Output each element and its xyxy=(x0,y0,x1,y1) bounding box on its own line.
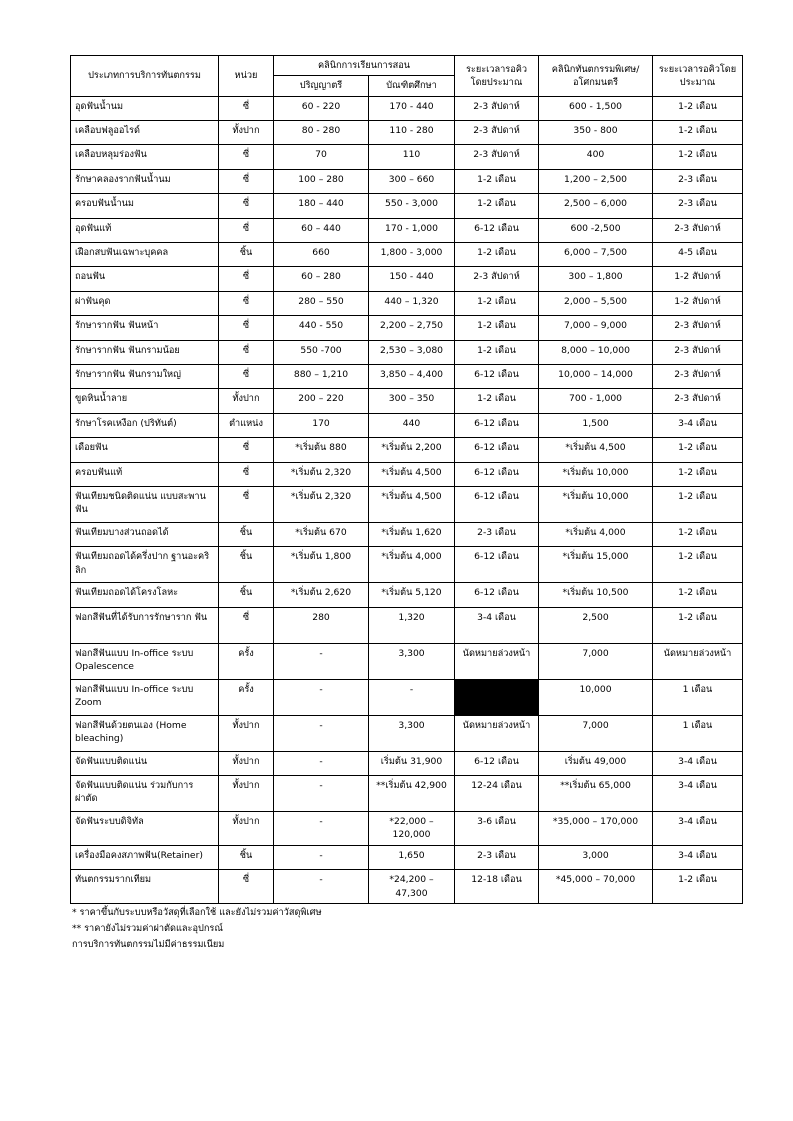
wait-time-2-cell: 3-4 เดือน xyxy=(653,751,743,775)
special-clinic-price-cell: *เริ่มต้น 10,000 xyxy=(539,486,653,522)
wait-time-2-cell: 1-2 เดือน xyxy=(653,522,743,546)
table-row xyxy=(71,751,743,775)
graduate-price-cell: 300 – 660 xyxy=(369,169,455,193)
graduate-price-cell: 1,650 xyxy=(369,845,455,869)
service-cell: อุดฟันน้ำนม xyxy=(71,96,219,120)
table-row xyxy=(71,812,743,846)
wait-time-2-cell: 1-2 เดือน xyxy=(653,438,743,462)
graduate-price-cell: 3,300 xyxy=(369,643,455,679)
footnote-double-asterisk: ** ราคายังไม่รวมค่าผ่าตัดและอุปกรณ์ xyxy=(72,923,223,935)
graduate-price-cell: *เริ่มต้น 4,500 xyxy=(369,486,455,522)
wait-time-2-cell: 1 เดือน xyxy=(653,715,743,751)
graduate-price-cell: *เริ่มต้น 4,000 xyxy=(369,547,455,583)
undergrad-price-cell: *เริ่มต้น 1,800 xyxy=(274,547,369,583)
table-row xyxy=(71,413,743,437)
table-row xyxy=(71,267,743,291)
unit-cell: ซี่ xyxy=(219,462,274,486)
unit-cell: ซี่ xyxy=(219,340,274,364)
graduate-price-cell: *24,200 – 47,300 xyxy=(369,870,455,904)
service-cell: ฟันเทียมถอดได้โครงโลหะ xyxy=(71,583,219,607)
graduate-price-cell: **เริ่มต้น 42,900 xyxy=(369,776,455,812)
special-clinic-price-cell: 350 - 800 xyxy=(539,121,653,145)
wait-time-1-cell: 6-12 เดือน xyxy=(455,364,539,388)
wait-time-1-cell: 2-3 สัปดาห์ xyxy=(455,267,539,291)
undergrad-price-cell: 170 xyxy=(274,413,369,437)
wait-time-1-cell: นัดหมายล่วงหน้า xyxy=(455,643,539,679)
service-cell: เคลือบหลุมร่องฟัน xyxy=(71,145,219,169)
graduate-price-cell: 170 - 1,000 xyxy=(369,218,455,242)
service-cell: จัดฟันแบบติดแน่น ร่วมกับการผ่าตัด xyxy=(71,776,219,812)
wait-time-2-cell: 2-3 สัปดาห์ xyxy=(653,218,743,242)
service-cell: รักษาคลองรากฟันน้ำนม xyxy=(71,169,219,193)
wait-time-1-cell: 1-2 เดือน xyxy=(455,291,539,315)
service-cell: ทันตกรรมรากเทียม xyxy=(71,870,219,904)
table-row xyxy=(71,389,743,413)
special-clinic-price-cell: เริ่มต้น 49,000 xyxy=(539,751,653,775)
table-row xyxy=(71,845,743,869)
special-clinic-price-cell: *เริ่มต้น 10,500 xyxy=(539,583,653,607)
undergrad-price-cell: - xyxy=(274,776,369,812)
unit-cell: ซี่ xyxy=(219,870,274,904)
wait-time-2-cell: 1-2 เดือน xyxy=(653,96,743,120)
unit-cell: ทั้งปาก xyxy=(219,776,274,812)
unit-cell: ครั้ง xyxy=(219,679,274,715)
wait-time-2-cell: 2-3 สัปดาห์ xyxy=(653,364,743,388)
wait-time-1-cell: 12-18 เดือน xyxy=(455,870,539,904)
special-clinic-price-cell: 400 xyxy=(539,145,653,169)
wait-time-1-cell: 1-2 เดือน xyxy=(455,243,539,267)
wait-time-1-cell: 6-12 เดือน xyxy=(455,751,539,775)
undergrad-price-cell: - xyxy=(274,870,369,904)
special-clinic-price-cell: 2,000 – 5,500 xyxy=(539,291,653,315)
special-clinic-price-cell: 8,000 – 10,000 xyxy=(539,340,653,364)
special-clinic-price-cell: 10,000 xyxy=(539,679,653,715)
unit-cell: ชิ้น xyxy=(219,583,274,607)
service-cell: รักษารากฟัน ฟันหน้า xyxy=(71,316,219,340)
special-clinic-price-cell: 1,500 xyxy=(539,413,653,437)
wait-time-1-cell: 2-3 สัปดาห์ xyxy=(455,96,539,120)
table-row xyxy=(71,96,743,120)
unit-cell: ตำแหน่ง xyxy=(219,413,274,437)
table-row xyxy=(71,340,743,364)
graduate-price-cell: 2,530 – 3,080 xyxy=(369,340,455,364)
table-row xyxy=(71,218,743,242)
undergrad-price-cell: 70 xyxy=(274,145,369,169)
graduate-price-cell: 440 – 1,320 xyxy=(369,291,455,315)
service-cell: รักษารากฟัน ฟันกรามใหญ่ xyxy=(71,364,219,388)
wait-time-1-cell: 12-24 เดือน xyxy=(455,776,539,812)
service-cell: ฟันเทียมบางส่วนถอดได้ xyxy=(71,522,219,546)
special-clinic-price-cell: 600 -2,500 xyxy=(539,218,653,242)
unit-cell: ทั้งปาก xyxy=(219,121,274,145)
graduate-price-cell: 150 - 440 xyxy=(369,267,455,291)
undergrad-price-cell: 660 xyxy=(274,243,369,267)
graduate-price-cell: 1,320 xyxy=(369,607,455,643)
service-cell: เดือยฟัน xyxy=(71,438,219,462)
table-row xyxy=(71,547,743,583)
service-cell: ฟอกสีฟันด้วยตนเอง (Home bleaching) xyxy=(71,715,219,751)
wait-time-2-cell: 1-2 เดือน xyxy=(653,486,743,522)
unit-cell: ซี่ xyxy=(219,169,274,193)
header-service: ประเภทการบริการทันตกรรม xyxy=(71,56,219,97)
special-clinic-price-cell: 7,000 xyxy=(539,715,653,751)
graduate-price-cell: *22,000 – 120,000 xyxy=(369,812,455,846)
fee-table-body xyxy=(71,96,743,903)
special-clinic-price-cell: 300 – 1,800 xyxy=(539,267,653,291)
wait-time-1-cell: 6-12 เดือน xyxy=(455,462,539,486)
header-undergrad: ปริญญาตรี xyxy=(274,76,369,96)
wait-time-2-cell: นัดหมายล่วงหน้า xyxy=(653,643,743,679)
undergrad-price-cell: 280 – 550 xyxy=(274,291,369,315)
unit-cell: ซี่ xyxy=(219,267,274,291)
wait-time-1-cell xyxy=(455,679,539,715)
undergrad-price-cell: *เริ่มต้น 670 xyxy=(274,522,369,546)
table-row xyxy=(71,121,743,145)
undergrad-price-cell: - xyxy=(274,643,369,679)
service-cell: เคลือบฟลูออไรด์ xyxy=(71,121,219,145)
wait-time-2-cell: 3-4 เดือน xyxy=(653,776,743,812)
unit-cell: ซี่ xyxy=(219,438,274,462)
undergrad-price-cell: - xyxy=(274,751,369,775)
unit-cell: ชิ้น xyxy=(219,243,274,267)
wait-time-2-cell: 1-2 เดือน xyxy=(653,547,743,583)
table-row xyxy=(71,715,743,751)
undergrad-price-cell: 80 - 280 xyxy=(274,121,369,145)
wait-time-1-cell: 1-2 เดือน xyxy=(455,340,539,364)
unit-cell: ทั้งปาก xyxy=(219,812,274,846)
table-row xyxy=(71,870,743,904)
service-cell: เครื่องมือคงสภาพฟัน(Retainer) xyxy=(71,845,219,869)
undergrad-price-cell: 880 – 1,210 xyxy=(274,364,369,388)
table-row xyxy=(71,607,743,643)
service-cell: อุดฟันแท้ xyxy=(71,218,219,242)
header-special-clinic: คลินิกทันตกรรมพิเศษ/อโศกมนตรี xyxy=(539,56,653,97)
special-clinic-price-cell: 2,500 – 6,000 xyxy=(539,194,653,218)
undergrad-price-cell: 60 – 440 xyxy=(274,218,369,242)
wait-time-2-cell: 3-4 เดือน xyxy=(653,845,743,869)
wait-time-1-cell: 3-6 เดือน xyxy=(455,812,539,846)
service-cell: รักษาโรคเหงือก (ปริทันต์) xyxy=(71,413,219,437)
wait-time-2-cell: 3-4 เดือน xyxy=(653,413,743,437)
wait-time-2-cell: 1-2 เดือน xyxy=(653,870,743,904)
table-row xyxy=(71,643,743,679)
special-clinic-price-cell: 700 - 1,000 xyxy=(539,389,653,413)
wait-time-1-cell: 1-2 เดือน xyxy=(455,194,539,218)
wait-time-2-cell: 1-2 เดือน xyxy=(653,462,743,486)
undergrad-price-cell: *เริ่มต้น 2,620 xyxy=(274,583,369,607)
service-cell: จัดฟันแบบติดแน่น xyxy=(71,751,219,775)
special-clinic-price-cell: *45,000 – 70,000 xyxy=(539,870,653,904)
graduate-price-cell: 3,850 – 4,400 xyxy=(369,364,455,388)
service-cell: ครอบฟันแท้ xyxy=(71,462,219,486)
special-clinic-price-cell: *เริ่มต้น 10,000 xyxy=(539,462,653,486)
wait-time-2-cell: 2-3 สัปดาห์ xyxy=(653,340,743,364)
wait-time-2-cell: 2-3 สัปดาห์ xyxy=(653,316,743,340)
undergrad-price-cell: 180 – 440 xyxy=(274,194,369,218)
service-cell: จัดฟันระบบดิจิทัล xyxy=(71,812,219,846)
undergrad-price-cell: 100 – 280 xyxy=(274,169,369,193)
table-row xyxy=(71,169,743,193)
special-clinic-price-cell: 7,000 xyxy=(539,643,653,679)
wait-time-1-cell: นัดหมายล่วงหน้า xyxy=(455,715,539,751)
graduate-price-cell: 3,300 xyxy=(369,715,455,751)
table-row xyxy=(71,776,743,812)
service-cell: ขูดหินน้ำลาย xyxy=(71,389,219,413)
unit-cell: ซี่ xyxy=(219,291,274,315)
wait-time-1-cell: 2-3 สัปดาห์ xyxy=(455,145,539,169)
table-row xyxy=(71,486,743,522)
special-clinic-price-cell: 2,500 xyxy=(539,607,653,643)
wait-time-1-cell: 2-3 เดือน xyxy=(455,845,539,869)
unit-cell: ซี่ xyxy=(219,218,274,242)
special-clinic-price-cell: 3,000 xyxy=(539,845,653,869)
service-cell: ถอนฟัน xyxy=(71,267,219,291)
service-cell: เฝือกสบฟันเฉพาะบุคคล xyxy=(71,243,219,267)
table-row xyxy=(71,679,743,715)
table-row xyxy=(71,243,743,267)
graduate-price-cell: 440 xyxy=(369,413,455,437)
unit-cell: ซี่ xyxy=(219,316,274,340)
graduate-price-cell: 110 xyxy=(369,145,455,169)
wait-time-2-cell: 1 เดือน xyxy=(653,679,743,715)
service-cell: ฟอกสีฟันที่ได้รับการรักษาราก ฟัน xyxy=(71,607,219,643)
wait-time-1-cell: 6-12 เดือน xyxy=(455,547,539,583)
undergrad-price-cell: 280 xyxy=(274,607,369,643)
wait-time-2-cell: 1-2 สัปดาห์ xyxy=(653,267,743,291)
table-row xyxy=(71,522,743,546)
undergrad-price-cell: *เริ่มต้น 2,320 xyxy=(274,462,369,486)
undergrad-price-cell: 60 - 220 xyxy=(274,96,369,120)
unit-cell: ซี่ xyxy=(219,145,274,169)
service-cell: ฟันเทียมชนิดติดแน่น แบบสะพานฟัน xyxy=(71,486,219,522)
unit-cell: ครั้ง xyxy=(219,643,274,679)
undergrad-price-cell: 60 – 280 xyxy=(274,267,369,291)
special-clinic-price-cell: **เริ่มต้น 65,000 xyxy=(539,776,653,812)
wait-time-1-cell: 2-3 เดือน xyxy=(455,522,539,546)
unit-cell: ทั้งปาก xyxy=(219,715,274,751)
wait-time-1-cell: 1-2 เดือน xyxy=(455,169,539,193)
service-cell: ฟอกสีฟันแบบ In-office ระบบ Zoom xyxy=(71,679,219,715)
wait-time-1-cell: 3-4 เดือน xyxy=(455,607,539,643)
undergrad-price-cell: 550 -700 xyxy=(274,340,369,364)
graduate-price-cell: 1,800 - 3,000 xyxy=(369,243,455,267)
wait-time-1-cell: 6-12 เดือน xyxy=(455,413,539,437)
service-cell: รักษารากฟัน ฟันกรามน้อย xyxy=(71,340,219,364)
wait-time-2-cell: 1-2 เดือน xyxy=(653,145,743,169)
special-clinic-price-cell: 6,000 – 7,500 xyxy=(539,243,653,267)
table-row xyxy=(71,145,743,169)
wait-time-1-cell: 6-12 เดือน xyxy=(455,218,539,242)
unit-cell: ซี่ xyxy=(219,364,274,388)
wait-time-2-cell: 1-2 เดือน xyxy=(653,583,743,607)
graduate-price-cell: 2,200 – 2,750 xyxy=(369,316,455,340)
wait-time-2-cell: 1-2 สัปดาห์ xyxy=(653,291,743,315)
unit-cell: ทั้งปาก xyxy=(219,751,274,775)
table-row xyxy=(71,194,743,218)
undergrad-price-cell: - xyxy=(274,679,369,715)
undergrad-price-cell: *เริ่มต้น 880 xyxy=(274,438,369,462)
wait-time-2-cell: 2-3 สัปดาห์ xyxy=(653,389,743,413)
special-clinic-price-cell: 1,200 – 2,500 xyxy=(539,169,653,193)
graduate-price-cell: 300 – 350 xyxy=(369,389,455,413)
unit-cell: ทั้งปาก xyxy=(219,389,274,413)
undergrad-price-cell: - xyxy=(274,715,369,751)
wait-time-2-cell: 4-5 เดือน xyxy=(653,243,743,267)
graduate-price-cell: *เริ่มต้น 2,200 xyxy=(369,438,455,462)
graduate-price-cell: - xyxy=(369,679,455,715)
graduate-price-cell: 550 - 3,000 xyxy=(369,194,455,218)
graduate-price-cell: 110 - 280 xyxy=(369,121,455,145)
graduate-price-cell: *เริ่มต้น 5,120 xyxy=(369,583,455,607)
unit-cell: ซี่ xyxy=(219,96,274,120)
unit-cell: ชิ้น xyxy=(219,845,274,869)
table-row xyxy=(71,316,743,340)
footnote-asterisk: * ราคาขึ้นกับระบบหรือวัสดุที่เลือกใช้ และยังไม่รวมค่าวัสดุพิเศษ xyxy=(72,907,322,918)
wait-time-1-cell: 6-12 เดือน xyxy=(455,486,539,522)
header-unit: หน่วย xyxy=(219,56,274,97)
wait-time-2-cell: 2-3 เดือน xyxy=(653,194,743,218)
wait-time-2-cell: 3-4 เดือน xyxy=(653,812,743,846)
footnotes xyxy=(72,905,322,953)
header-duration-2: ระยะเวลารอคิวโดยประมาณ xyxy=(653,56,743,97)
undergrad-price-cell: - xyxy=(274,845,369,869)
table-row xyxy=(71,438,743,462)
table-row xyxy=(71,364,743,388)
unit-cell: ซี่ xyxy=(219,607,274,643)
special-clinic-price-cell: *35,000 – 170,000 xyxy=(539,812,653,846)
graduate-price-cell: เริ่มต้น 31,900 xyxy=(369,751,455,775)
wait-time-2-cell: 1-2 เดือน xyxy=(653,121,743,145)
special-clinic-price-cell: 10,000 – 14,000 xyxy=(539,364,653,388)
special-clinic-price-cell: *เริ่มต้น 15,000 xyxy=(539,547,653,583)
unit-cell: ชิ้น xyxy=(219,522,274,546)
undergrad-price-cell: *เริ่มต้น 2,320 xyxy=(274,486,369,522)
undergrad-price-cell: - xyxy=(274,812,369,846)
unit-cell: ชิ้น xyxy=(219,547,274,583)
table-row xyxy=(71,291,743,315)
special-clinic-price-cell: *เริ่มต้น 4,500 xyxy=(539,438,653,462)
wait-time-1-cell: 1-2 เดือน xyxy=(455,389,539,413)
service-cell: ผ่าฟันคุด xyxy=(71,291,219,315)
undergrad-price-cell: 200 – 220 xyxy=(274,389,369,413)
wait-time-1-cell: 6-12 เดือน xyxy=(455,583,539,607)
unit-cell: ซี่ xyxy=(219,194,274,218)
header-graduate: บัณฑิตศึกษา xyxy=(369,76,455,96)
undergrad-price-cell: 440 - 550 xyxy=(274,316,369,340)
table-row xyxy=(71,462,743,486)
graduate-price-cell: *เริ่มต้น 1,620 xyxy=(369,522,455,546)
special-clinic-price-cell: 600 - 1,500 xyxy=(539,96,653,120)
special-clinic-price-cell: *เริ่มต้น 4,000 xyxy=(539,522,653,546)
dental-fee-table xyxy=(70,55,743,904)
wait-time-1-cell: 1-2 เดือน xyxy=(455,316,539,340)
header-duration-1: ระยะเวลารอคิวโดยประมาณ xyxy=(455,56,539,97)
table-row xyxy=(71,583,743,607)
graduate-price-cell: *เริ่มต้น 4,500 xyxy=(369,462,455,486)
header-teaching-clinic: คลินิกการเรียนการสอน xyxy=(274,56,455,76)
wait-time-1-cell: 6-12 เดือน xyxy=(455,438,539,462)
footnote-no-fee: การบริการทันตกรรมไม่มีค่าธรรมเนียม xyxy=(72,939,225,951)
unit-cell: ซี่ xyxy=(219,486,274,522)
wait-time-1-cell: 2-3 สัปดาห์ xyxy=(455,121,539,145)
wait-time-2-cell: 1-2 เดือน xyxy=(653,607,743,643)
service-cell: ครอบฟันน้ำนม xyxy=(71,194,219,218)
wait-time-2-cell: 2-3 เดือน xyxy=(653,169,743,193)
special-clinic-price-cell: 7,000 – 9,000 xyxy=(539,316,653,340)
graduate-price-cell: 170 - 440 xyxy=(369,96,455,120)
service-cell: ฟอกสีฟันแบบ In-office ระบบ Opalescence xyxy=(71,643,219,679)
service-cell: ฟันเทียมถอดได้ครึ่งปาก ฐานอะคริลิก xyxy=(71,547,219,583)
